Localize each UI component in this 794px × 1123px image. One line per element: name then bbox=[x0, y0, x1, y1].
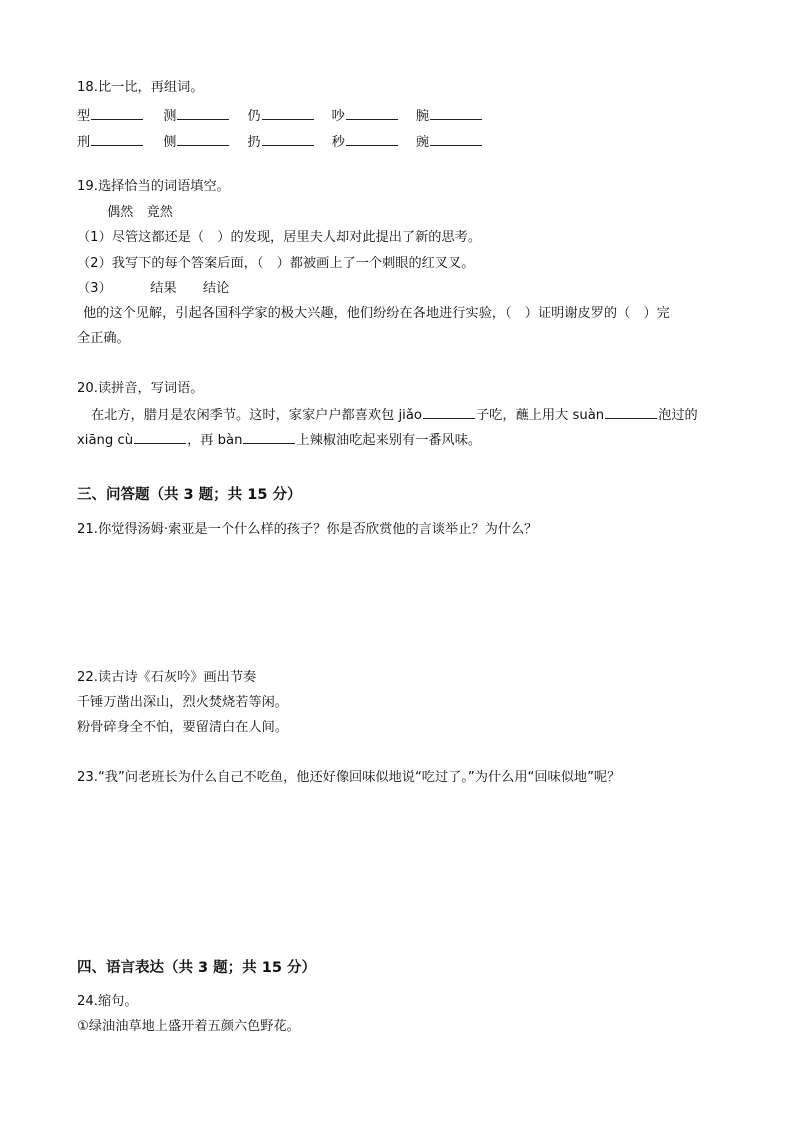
q18-row2 bbox=[77, 132, 496, 152]
q19-words1: 偶然 竟然 bbox=[107, 205, 173, 220]
q19-words2: 结果 结论 bbox=[150, 281, 230, 296]
section-3-heading: 三、问答题（共 3 题；共 15 分） bbox=[77, 487, 302, 503]
q18-char: 型 bbox=[77, 106, 159, 126]
q18-char: 扔 bbox=[247, 132, 327, 152]
section-4-heading: 四、语言表达（共 3 题；共 15 分） bbox=[77, 960, 316, 976]
q24-title: 24.缩句。 bbox=[77, 994, 138, 1009]
q18-char: 豌 bbox=[416, 132, 496, 152]
q19-title: 19.选择恰当的词语填空。 bbox=[77, 179, 230, 194]
q24-item-1: ①绿油油草地上盛开着五颜六色野花。 bbox=[77, 1019, 300, 1034]
q20-line1: 在北方，腊月是农闲季节。这时，家家户户都喜欢包 jiǎo 子吃，蘸上用大 suàn 泡过的 bbox=[91, 405, 698, 425]
q20-line2: xiāng cù ，再 bàn 上辣椒油吃起来别有一番风味。 bbox=[77, 430, 481, 450]
q20-title: 20.读拼音，写词语。 bbox=[77, 381, 204, 396]
q18-char: 测 bbox=[163, 106, 243, 126]
q23-text: 23.“我”问老班长为什么自己不吃鱼，他还好像回味似地说“吃过了。”为什么用“回味似地”呢？ bbox=[77, 770, 621, 785]
q19-sentence-3-head bbox=[77, 280, 229, 298]
q18-char: 侧 bbox=[163, 132, 243, 152]
q19-sentence-3-line2: 全正确。 bbox=[77, 331, 130, 346]
q22-poem-line-1: 千锤万凿出深山，烈火焚烧若等闲。 bbox=[77, 695, 288, 710]
q19-sentence-1: （1）尽管这都还是（ ）的发现，居里夫人却对此提出了新的思考。 bbox=[77, 230, 482, 245]
q18-char: 刑 bbox=[77, 132, 159, 152]
q18-char: 仍 bbox=[247, 106, 327, 126]
q22-title: 22.读古诗《石灰吟》画出节奏 bbox=[77, 670, 257, 685]
q19-s3-label: （3） bbox=[77, 281, 112, 296]
q18-title: 18.比一比，再组词。 bbox=[77, 80, 204, 95]
q18-row1 bbox=[77, 106, 496, 126]
q18-char: 腕 bbox=[416, 106, 496, 126]
q21-text: 21.你觉得汤姆·索亚是一个什么样的孩子？你是否欣赏他的言谈举止？为什么？ bbox=[77, 522, 538, 537]
q18-char: 秒 bbox=[332, 132, 412, 152]
q22-poem-line-2: 粉骨碎身全不怕，要留清白在人间。 bbox=[77, 720, 288, 735]
q19-sentence-3-line1: 他的这个见解，引起各国科学家的极大兴趣，他们纷纷在各地进行实验，（ ）证明谢皮罗的（ ）完 bbox=[83, 306, 670, 321]
q18-char: 吵 bbox=[332, 106, 412, 126]
q19-sentence-2: （2）我写下的每个答案后面，（ ）都被画上了一个刺眼的红叉叉。 bbox=[77, 256, 475, 271]
